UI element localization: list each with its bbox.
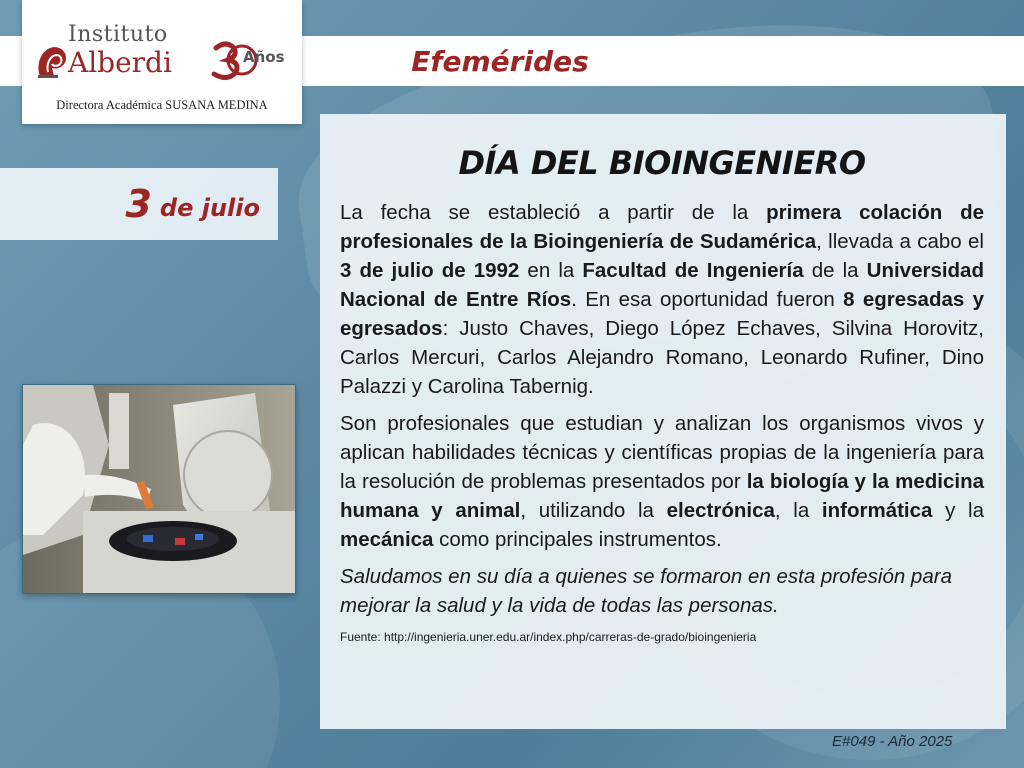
- emphasis-text: mecánica: [340, 528, 434, 551]
- date-month: de julio: [159, 194, 260, 222]
- emphasis-text: 8 egresadas y egresados: [340, 288, 985, 340]
- emphasis-text: primera colación de profesionales de la Bioingeniería de Sudamérica: [340, 201, 984, 253]
- lab-photo: [22, 384, 296, 594]
- institution-logo: [22, 0, 302, 124]
- source-citation: Fuente: http://ingenieria.uner.edu.ar/index.php/carreras-de-grado/bioingenieria: [340, 630, 757, 644]
- body-text: : Justo Chaves, Diego López Echaves, Silvina Horovitz, Carlos Mercuri, Carlos Alejandro Romano, Leonardo Rufiner, Dino Palazzi y Carolina Tabernig.: [340, 317, 984, 398]
- body-text: , llevada a cabo el: [816, 230, 984, 253]
- director-label: Directora Académica SUSANA MEDINA: [56, 98, 268, 112]
- body-text: , utilizando la: [520, 499, 667, 522]
- article-paragraph: [340, 198, 984, 401]
- body-text: como principales instrumentos.: [433, 528, 722, 551]
- logo-emblem-icon: [34, 42, 70, 80]
- emphasis-text: la biología y la medicina humana y animal: [340, 470, 985, 522]
- article-title: DÍA DEL BIOINGENIERO: [458, 144, 866, 182]
- emphasis-text: 3 de julio de 1992: [340, 259, 520, 282]
- emphasis-text: Universidad Nacional de Entre Ríos: [340, 259, 984, 311]
- article-greeting: Saludamos en su día a quienes se formaron en esta profesión para mejorar la salud y la vida de todas las personas.: [340, 565, 952, 617]
- logo-text-instituto: Instituto: [68, 22, 168, 47]
- body-text: Son profesionales que estudian y analizan los organismos vivos y aplican habilidades técnicas y científicas propias de la ingeniería para la resolución de problemas presentados por: [340, 412, 984, 493]
- body-text: La fecha se estableció a partir de la: [340, 201, 767, 224]
- article-paragraph: [340, 409, 984, 554]
- emphasis-text: electrónica: [666, 499, 775, 522]
- laboratory-centrifuge-icon: [23, 385, 296, 594]
- logo-text-alberdi: Alberdi: [68, 46, 172, 79]
- date-day: 3: [125, 182, 152, 226]
- edition-label: E#049 - Año 2025: [832, 733, 953, 750]
- anniversary-label: Años: [243, 48, 285, 66]
- body-text: y la: [932, 499, 984, 522]
- date-panel: [0, 168, 278, 240]
- body-text: . En esa oportunidad fueron: [571, 288, 844, 311]
- section-title: Efemérides: [411, 44, 589, 78]
- emphasis-text: Facultad de Ingeniería: [582, 259, 804, 282]
- body-text: , la: [774, 499, 822, 522]
- body-text: de la: [803, 259, 867, 282]
- body-text: en la: [519, 259, 583, 282]
- article-panel: [320, 114, 1006, 729]
- emphasis-text: informática: [821, 499, 933, 522]
